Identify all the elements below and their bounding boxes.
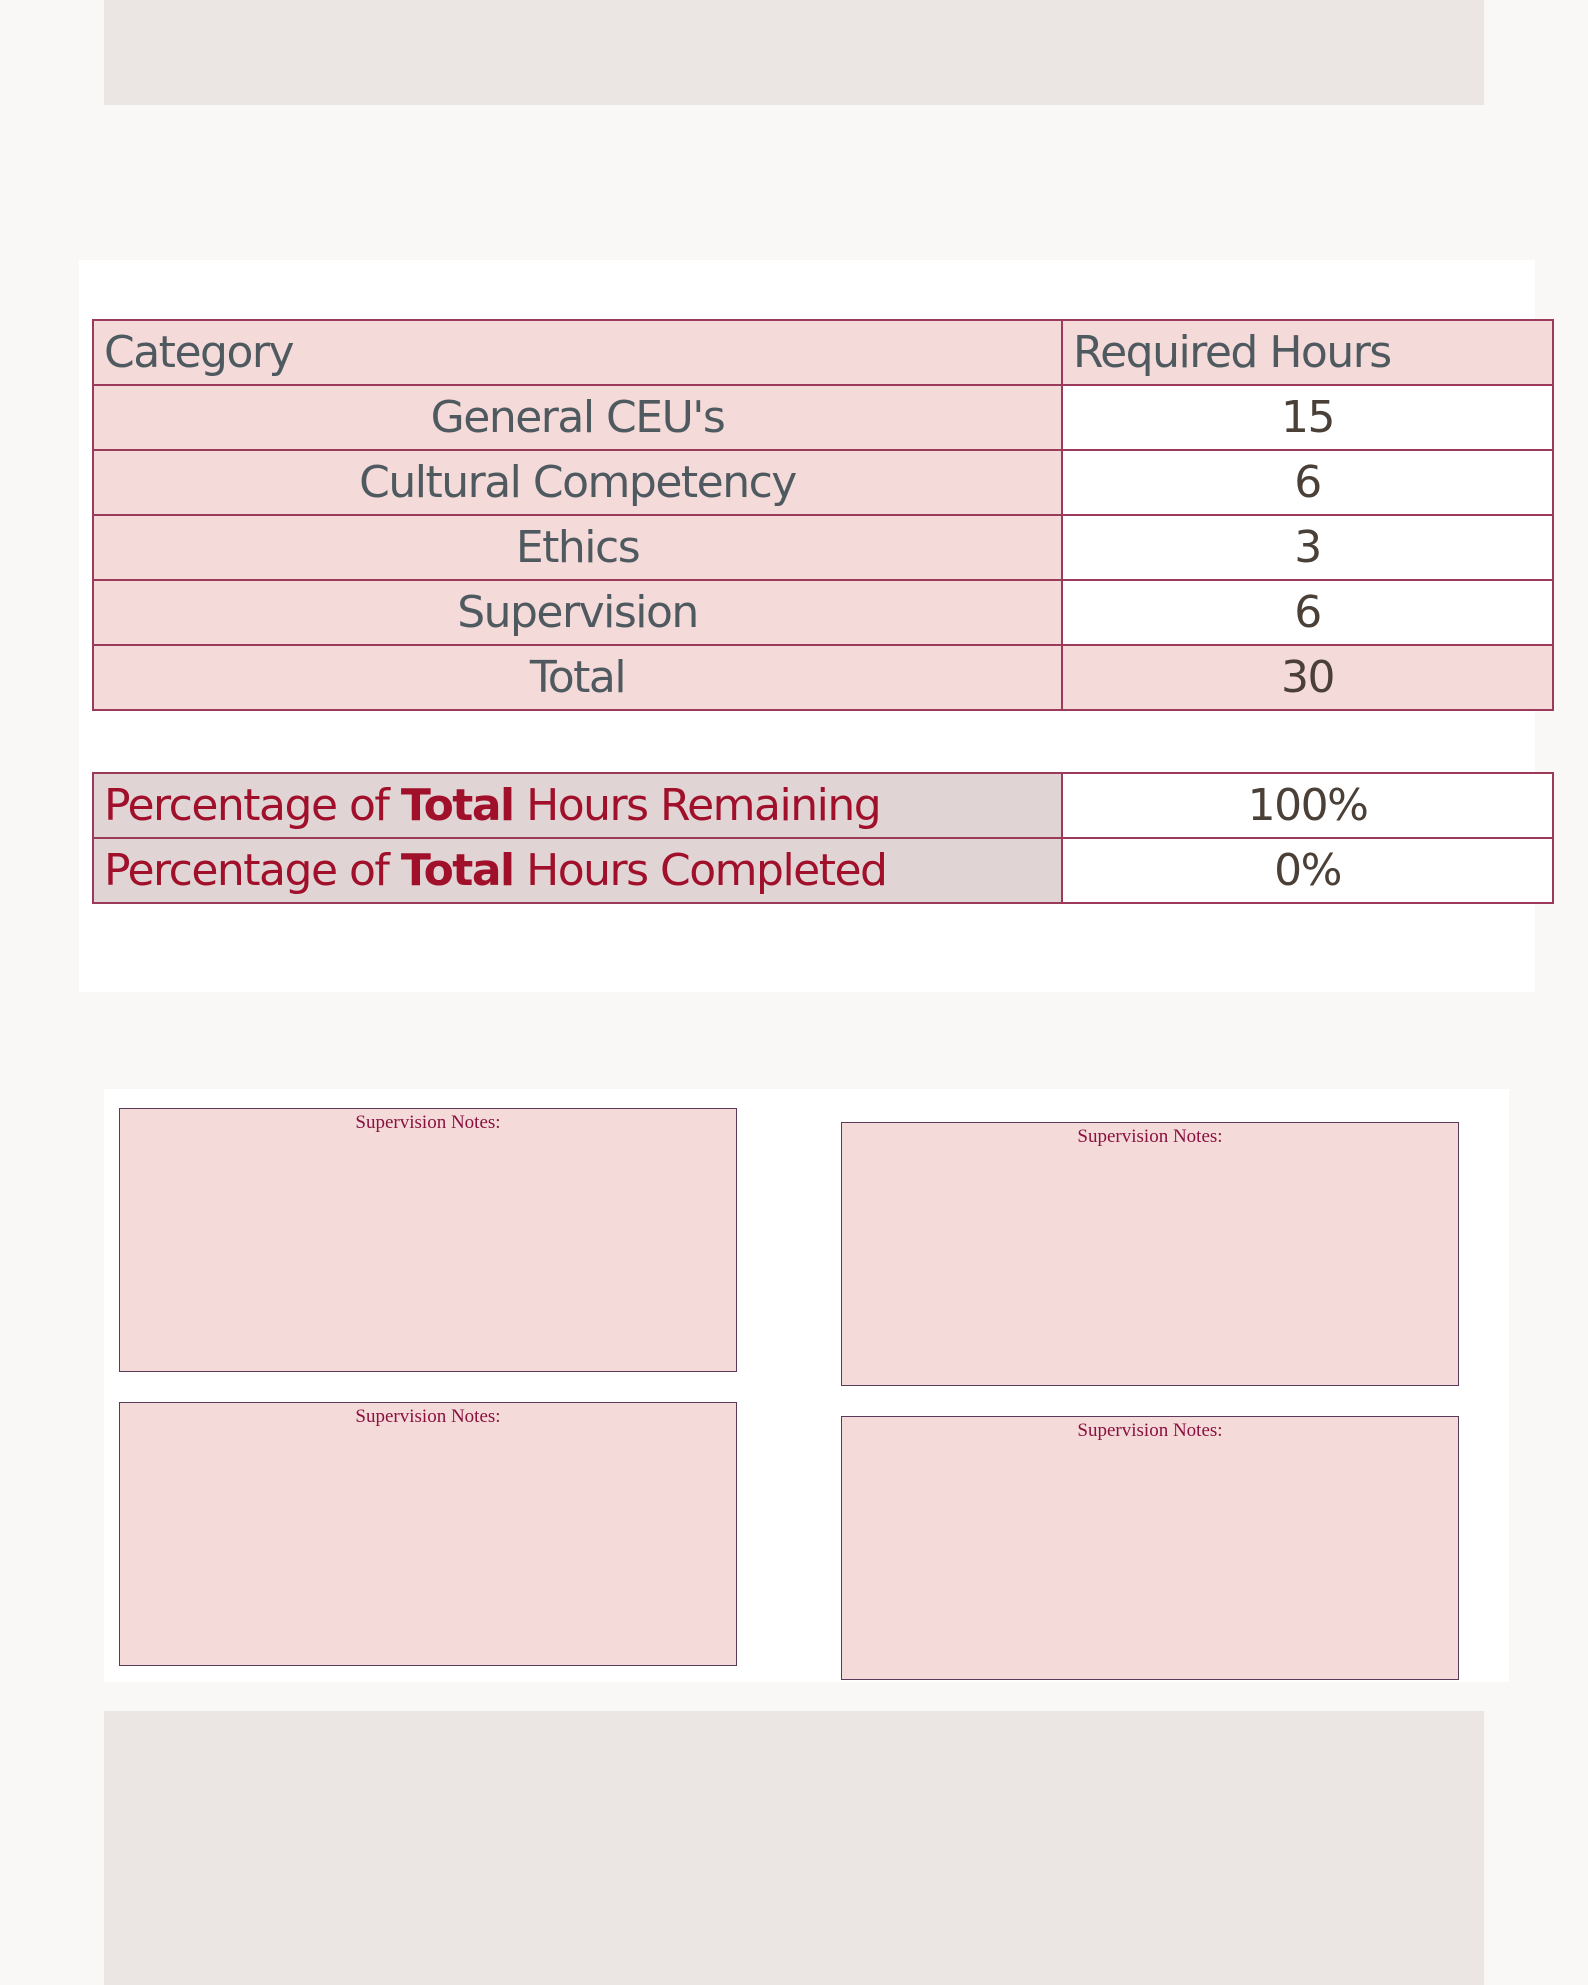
percentage-label xyxy=(93,838,1062,903)
label-prefix: Percentage of xyxy=(104,780,401,831)
requirements-table xyxy=(92,319,1554,711)
notes-label: Supervision Notes: xyxy=(355,1406,501,1427)
table-header-row xyxy=(93,320,1553,385)
label-suffix: Hours Completed xyxy=(513,845,887,896)
supervision-notes-box[interactable] xyxy=(841,1416,1459,1680)
label-bold: Total xyxy=(400,845,514,896)
supervision-notes-box[interactable] xyxy=(119,1108,737,1372)
notes-label: Supervision Notes: xyxy=(1077,1126,1223,1147)
hours-cell[interactable]: 6 xyxy=(1062,580,1553,645)
category-cell: Ethics xyxy=(93,515,1062,580)
total-value: 30 xyxy=(1062,645,1553,710)
notes-label: Supervision Notes: xyxy=(355,1112,501,1133)
percentage-row-completed xyxy=(93,838,1553,903)
category-cell: Supervision xyxy=(93,580,1062,645)
table-row xyxy=(93,450,1553,515)
header-required-hours: Required Hours xyxy=(1062,320,1553,385)
notes-label: Supervision Notes: xyxy=(1077,1420,1223,1441)
hours-cell[interactable]: 6 xyxy=(1062,450,1553,515)
top-placeholder-block xyxy=(104,0,1484,105)
total-row xyxy=(93,645,1553,710)
supervision-notes-box[interactable] xyxy=(119,1402,737,1666)
hours-cell[interactable]: 3 xyxy=(1062,515,1553,580)
percentage-label xyxy=(93,773,1062,838)
label-suffix: Hours Remaining xyxy=(513,780,881,831)
percentage-row-remaining xyxy=(93,773,1553,838)
category-cell: General CEU's xyxy=(93,385,1062,450)
supervision-notes-box[interactable] xyxy=(841,1122,1459,1386)
percentage-table xyxy=(92,772,1554,904)
percentage-remaining-value: 100% xyxy=(1062,773,1553,838)
bottom-placeholder-block xyxy=(104,1711,1484,1985)
table-row xyxy=(93,515,1553,580)
label-bold: Total xyxy=(400,780,514,831)
percentage-completed-value: 0% xyxy=(1062,838,1553,903)
label-prefix: Percentage of xyxy=(104,845,401,896)
header-category: Category xyxy=(93,320,1062,385)
hours-cell[interactable]: 15 xyxy=(1062,385,1553,450)
table-row xyxy=(93,580,1553,645)
category-cell: Cultural Competency xyxy=(93,450,1062,515)
total-label: Total xyxy=(93,645,1062,710)
table-row xyxy=(93,385,1553,450)
